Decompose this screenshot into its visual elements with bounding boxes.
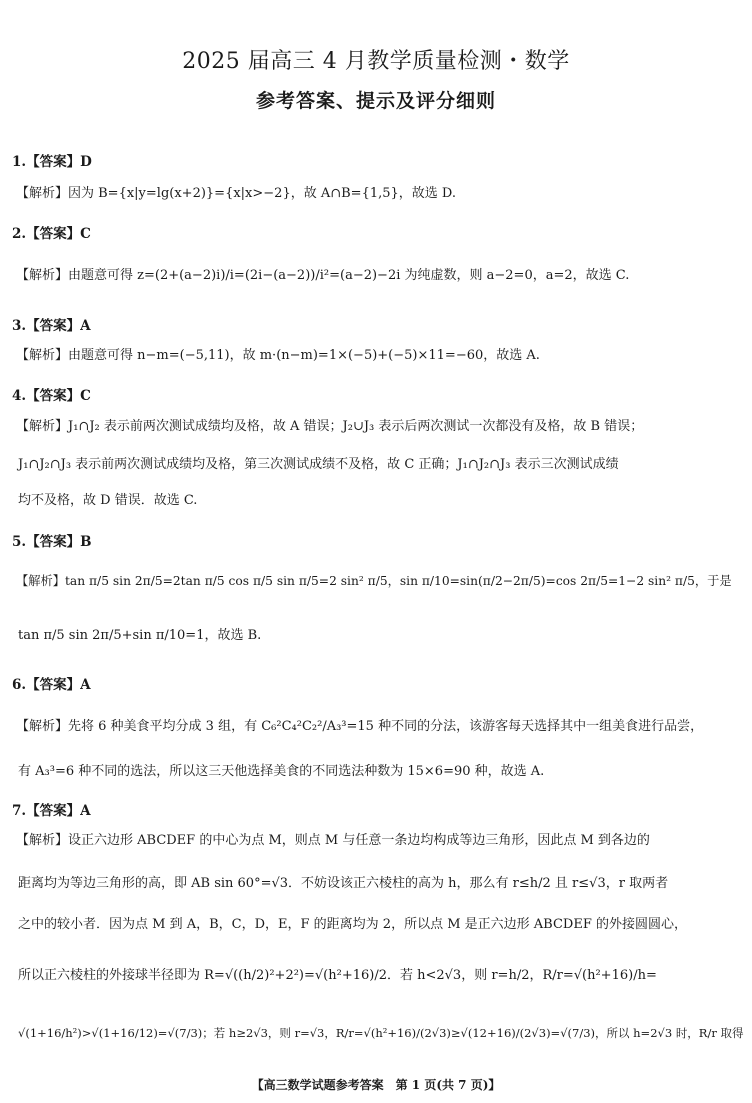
explanation-7-line-5: √(1+16/h²)>√(1+16/12)=√(7/3)；若 h≥2√3，则 r=√3，R/r=√(h²+16)/(2√3)≥√(12+16)/(2√3)=√(7/3)，所以 h=2√3 时，R/r 取得: [18, 1026, 744, 1040]
answer-7: 7.【答案】A: [12, 803, 91, 819]
explanation-5-line-2: tan π/5 sin 2π/5+sin π/10=1，故选 B.: [18, 628, 262, 643]
explanation-4-line-2: J₁∩J₂∩J₃ 表示前两次测试成绩均及格，第三次测试成绩不及格，故 C 正确；J₁∩J₂∩J₃ 表示三次测试成绩: [18, 457, 619, 472]
answer-2: 2.【答案】C: [12, 226, 91, 242]
explanation-7-line-1: 【解析】设正六边形 ABCDEF 的中心为点 M，则点 M 与任意一条边均构成等边三角形，因此点 M 到各边的: [16, 833, 650, 848]
explanation-4-line-1: 【解析】J₁∩J₂ 表示前两次测试成绩均及格，故 A 错误；J₂∪J₃ 表示后两次测试一次都没有及格，故 B 错误；: [16, 419, 644, 434]
page-title: 2025 届高三 4 月教学质量检测・数学: [182, 49, 570, 74]
explanation-7-line-3: 之中的较小者．因为点 M 到 A，B，C，D，E，F 的距离均为 2，所以点 M 是正六边形 ABCDEF 的外接圆圆心，: [18, 917, 687, 932]
answer-5: 5.【答案】B: [12, 534, 92, 550]
answer-1: 1.【答案】D: [12, 154, 92, 170]
explanation-1-line-1: 【解析】因为 B={x|y=lg(x+2)}={x|x>−2}，故 A∩B={1,5}，故选 D.: [16, 186, 457, 201]
page-footer: 【高三数学试题参考答案 第 1 页(共 7 页)】: [251, 1078, 501, 1092]
answer-3: 3.【答案】A: [12, 318, 91, 334]
explanation-4-line-3: 均不及格，故 D 错误．故选 C.: [18, 493, 198, 508]
answer-4: 4.【答案】C: [12, 388, 91, 404]
explanation-3-line-1: 【解析】由题意可得 n−m=(−5,11)，故 m·(n−m)=1×(−5)+(−5)×11=−60，故选 A.: [16, 348, 540, 363]
answer-6: 6.【答案】A: [12, 677, 91, 693]
explanation-2-line-1: 【解析】由题意可得 z=(2+(a−2)i)/i=(2i−(a−2))/i²=(a−2)−2i 为纯虚数，则 a−2=0，a=2，故选 C.: [16, 268, 630, 283]
explanation-6-line-1: 【解析】先将 6 种美食平均分成 3 组，有 C₆²C₄²C₂²/A₃³=15 种不同的分法，该游客每天选择其中一组美食进行品尝，: [16, 719, 704, 734]
explanation-7-line-2: 距离均为等边三角形的高，即 AB sin 60°=√3．不妨设该正六棱柱的高为 h，那么有 r≤h/2 且 r≤√3，r 取两者: [18, 876, 669, 891]
explanation-5-line-1: 【解析】tan π/5 sin 2π/5=2tan π/5 cos π/5 sin π/5=2 sin² π/5，sin π/10=sin(π/2−2π/5)=cos 2π/5=1−2 sin² π/5，于是: [16, 574, 732, 588]
explanation-6-line-2: 有 A₃³=6 种不同的选法，所以这三天他选择美食的不同选法种数为 15×6=90 种，故选 A.: [18, 764, 545, 779]
page-subtitle: 参考答案、提示及评分细则: [255, 90, 496, 112]
explanation-7-line-4: 所以正六棱柱的外接球半径即为 R=√((h/2)²+2²)=√(h²+16)/2．若 h<2√3，则 r=h/2，R/r=√(h²+16)/h=: [18, 968, 657, 983]
